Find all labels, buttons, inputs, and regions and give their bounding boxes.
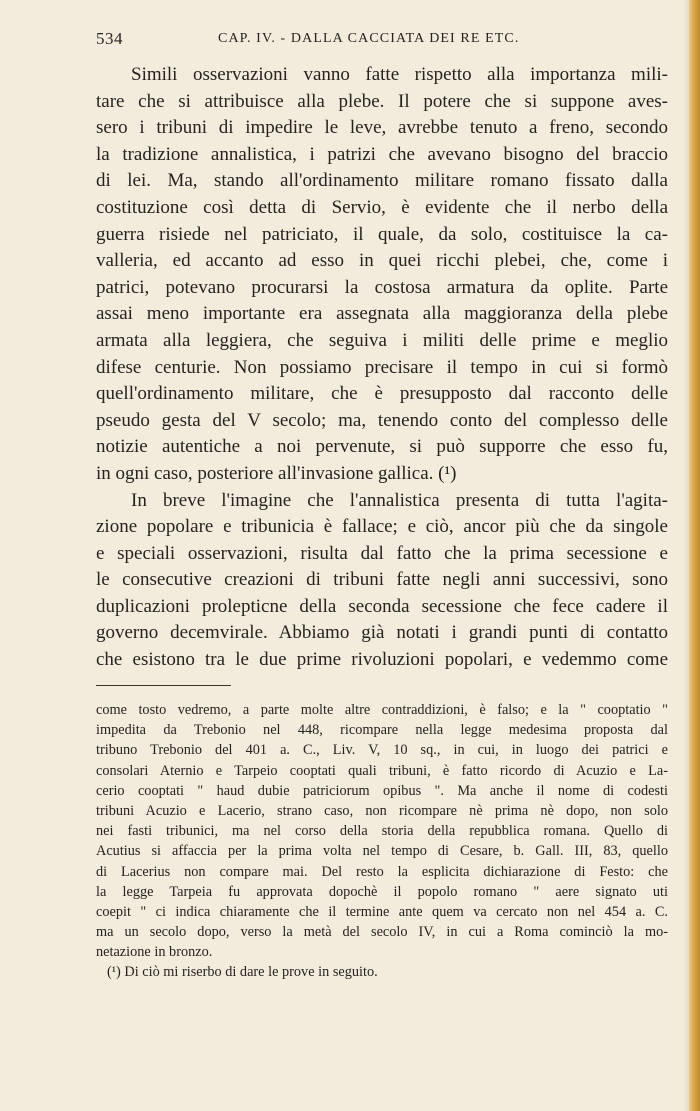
text-line: notizie autentiche a noi pervenute, si può supporre che esso fu,	[96, 436, 668, 458]
page-number: 534	[96, 29, 123, 48]
text-line: costituzione così detta di Servio, è evidente che il nerbo della	[96, 196, 668, 218]
text-line: tare che si attribuisce alla plebe. Il potere che si suppone aves-	[96, 90, 668, 112]
text-line: le consecutive creazioni di tribuni fatte negli anni successivi, sono	[96, 569, 668, 591]
footnotes	[96, 700, 668, 983]
text-line: In breve l'imagine che l'annalistica presenta di tutta l'agita-	[131, 489, 668, 511]
footnote-line: tribuni Acuzio e Lacerio, strano caso, non ricompare nè prima nè dopo, non solo	[96, 802, 668, 819]
page-edge	[689, 0, 700, 1111]
text-line: duplicazioni prolepticne della seconda secessione che fece cadere il	[96, 595, 668, 617]
footnote-line: di Lacerius non compare mai. Del resto la esplicita dichiarazione di Festo: che	[96, 863, 668, 880]
footnote-line: consolari Aternio e Tarpeio cooptati quali tribuni, è fatto ricordo di Acuzio e La-	[96, 762, 668, 779]
footnote-line: nei fasti tribunici, ma nel corso della storia della repubblica romana. Quello di	[96, 823, 668, 840]
text-line: Simili osservazioni vanno fatte rispetto alla importanza mili-	[131, 64, 668, 85]
running-head: CAP. IV. - DALLA CACCIATA DEI RE ETC.	[218, 31, 520, 46]
text-line: zione popolare e tribunicia è fallace; e ciò, ancor più che da singole	[96, 516, 668, 538]
text-line: che esistono tra le due prime rivoluzioni popolari, e vedemmo come	[96, 649, 668, 671]
footnote-line: la legge Tarpeia fu approvata dopochè il popolo romano " aere signato uti	[96, 883, 668, 900]
text-line: la tradizione annalistica, i patrizi che avevano bisogno del braccio	[96, 143, 668, 165]
text-line: in ogni caso, posteriore all'invasione gallica. (¹)	[96, 462, 457, 484]
footnote-line: coepit " ci indica chiaramente che il termine ante quem va cercato non nel 454 a. C.	[96, 903, 668, 920]
footnote-line: tribuno Trebonio del 401 a. C., Liv. V, 10 sq., in cui, in luogo dei patrici e	[96, 742, 668, 759]
main-text	[96, 62, 668, 674]
text-line: e speciali osservazioni, risulta dal fatto che la prima secessione e	[96, 542, 668, 564]
text-line: armata alla leggiera, che seguiva i militi delle prime e meglio	[96, 329, 668, 351]
footnote-line: cerio cooptati " haud dubie patriciorum opibus ". Ma anche il nome di codesti	[96, 782, 668, 799]
page-header	[96, 26, 668, 56]
footnote-line: Acutius si affaccia per la prima volta nel tempo di Cesare, b. Gall. III, 83, quello	[96, 843, 668, 860]
text-line: quell'ordinamento militare, che è presupposto dal racconto delle	[96, 383, 668, 405]
text-line: governo decemvirale. Abbiamo già notati i grandi punti di contatto	[96, 622, 668, 644]
text-line: difese centurie. Non possiamo precisare il tempo in cui si formò	[96, 356, 668, 378]
text-line: guerra risiede nel patriciato, il quale, da solo, costituisce la ca-	[96, 223, 668, 245]
footnote-separator	[96, 685, 231, 686]
footnote-line: ma un secolo dopo, verso la metà del secolo IV, in cui a Roma cominciò la mo-	[96, 924, 668, 941]
text-line: assai meno importante era assegnata alla maggioranza della plebe	[96, 303, 668, 325]
text-line: pseudo gesta del V secolo; ma, tenendo conto del complesso delle	[96, 409, 668, 431]
footnote-line: come tosto vedremo, a parte molte altre contraddizioni, è falso; e la " cooptatio "	[96, 702, 668, 718]
text-line: patrici, potevano procurarsi la costosa armatura da oplite. Parte	[96, 276, 668, 298]
text-line: valleria, ed accanto ad esso in quei ricchi plebei, che, come i	[96, 250, 668, 272]
text-line: sero i tribuni di impedire le leve, avrebbe tenuto a freno, secondo	[96, 117, 668, 139]
text-line: di lei. Ma, stando all'ordinamento militare romano fissato dalla	[96, 170, 668, 192]
footnote-line: impedita da Trebonio nel 448, ricompare nella legge medesima proposta dal	[96, 722, 668, 739]
footnote-line: netazione in bronzo.	[96, 944, 213, 961]
footnote-line: (¹) Di ciò mi riserbo di dare le prove in seguito.	[107, 964, 378, 981]
